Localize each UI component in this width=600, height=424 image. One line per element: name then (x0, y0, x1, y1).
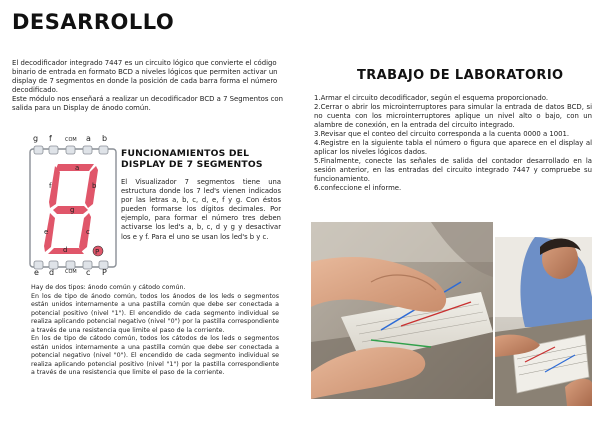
pin-label: g (33, 134, 39, 143)
pin-label: d (49, 268, 55, 277)
segment-label: a (75, 164, 80, 172)
pin-label: a (86, 134, 91, 143)
hands-wiring-breadboard-photo (311, 222, 493, 399)
pin-label: b (102, 134, 108, 143)
segment-label: d (63, 246, 68, 254)
functioning-title: FUNCIONAMIENTOS DEL DISPLAY DE 7 SEGMENTOS (121, 148, 263, 170)
intro-paragraph: El decodificador integrado 7447 es un circuito lógico que convierte el código binario de entrada en formato BCD a niveles lógicos que permiten activar un display de 7 segmentos en donde la posición de cada barra forma el número decodificado. (12, 59, 278, 94)
intro-text (12, 59, 295, 112)
page-title: DESARROLLO (12, 10, 175, 34)
pin-label: COM (65, 137, 77, 143)
types-anode: En los de tipo de ánodo común, todos los ánodos de los leds o segmentos están unidos internamente a una pastilla común que debe ser conectada a potencial positivo (nivel "1"). El encendido de cada segmento individual se realiza aplicando potencial negativo (nivel "0") por la pastilla correspondiente a través de una resistencia que limite el paso de la corriente. (31, 292, 279, 334)
types-cathode: En los de tipo de cátodo común, todos los cátodos de los leds o segmentos están unidos internamente a una pastilla común que debe ser conectada a potencial negativo (nivel "0"). El encendido de cada segmento individual se realiza aplicando potencial positivo (nivel "1") por la pastilla correspondiente a través de una resistencia que limite el paso de la corriente. (31, 335, 279, 376)
pin-label: e (34, 268, 39, 277)
pin-label: COM (65, 269, 77, 275)
segment-label: P (95, 248, 100, 256)
lab-title: TRABAJO DE LABORATORIO (357, 68, 564, 83)
pin-label: c (86, 268, 91, 277)
lab-step: 3.Revisar que el conteo del circuito corresponda a la cuenta 0000 a 1001. (314, 130, 570, 138)
display-drawing (28, 134, 123, 280)
student-breadboard-photo (495, 237, 592, 406)
pin-label: P (102, 268, 107, 277)
pin-label: f (49, 134, 52, 143)
display-types-text (31, 284, 279, 378)
lab-step: 6.confeccione el informe. (314, 184, 402, 192)
seven-segment-display-figure (28, 134, 123, 280)
segment-label: f (49, 182, 52, 190)
types-intro: Hay de dos tipos: ánodo común y cátodo común. (31, 284, 186, 291)
segment-label: e (44, 228, 49, 236)
functioning-body: El Visualizador 7 segmentos tiene una estructura donde los 7 led's vienen indicados por las letras a, b, c, d, e, f y g. Con éstos pueden formarse los dígitos decimales. Por ejemplo, para formar el número tres deben activarse los led's a, b, c, d y g y desactivar los e y f. Para el uno se usan los led's b y c. (121, 178, 281, 241)
lab-steps (314, 94, 592, 193)
intro-paragraph: Este módulo nos enseñará a realizar un decodificador BCD a 7 Segmentos con salida para un Display de ánodo común. (12, 94, 284, 112)
segment-label: b (92, 182, 97, 190)
lab-step: 5.Finalmente, conecte las señales de salida del contador desarrollado en la sesión anterior, en las entradas del circuito integrado 7447 y compruebe su funcionamiento. (314, 157, 592, 183)
lab-step: 4.Registre en la siguiente tabla el número o figura que aparece en el display al aplicar los niveles lógicos dados. (314, 139, 592, 156)
lab-step: 1.Armar el circuito decodificador, según el esquema proporcionado. (314, 94, 549, 102)
segment-label: c (86, 228, 90, 236)
lab-step: 2.Cerrar o abrir los microinterruptores para simular la entrada de datos BCD, si no cuenta con los microinterruptores aplique un nivel alto o bajo, con un alambre de conexión, en la entrada del circuito integrado. (314, 103, 592, 129)
segment-label: g (70, 206, 75, 214)
